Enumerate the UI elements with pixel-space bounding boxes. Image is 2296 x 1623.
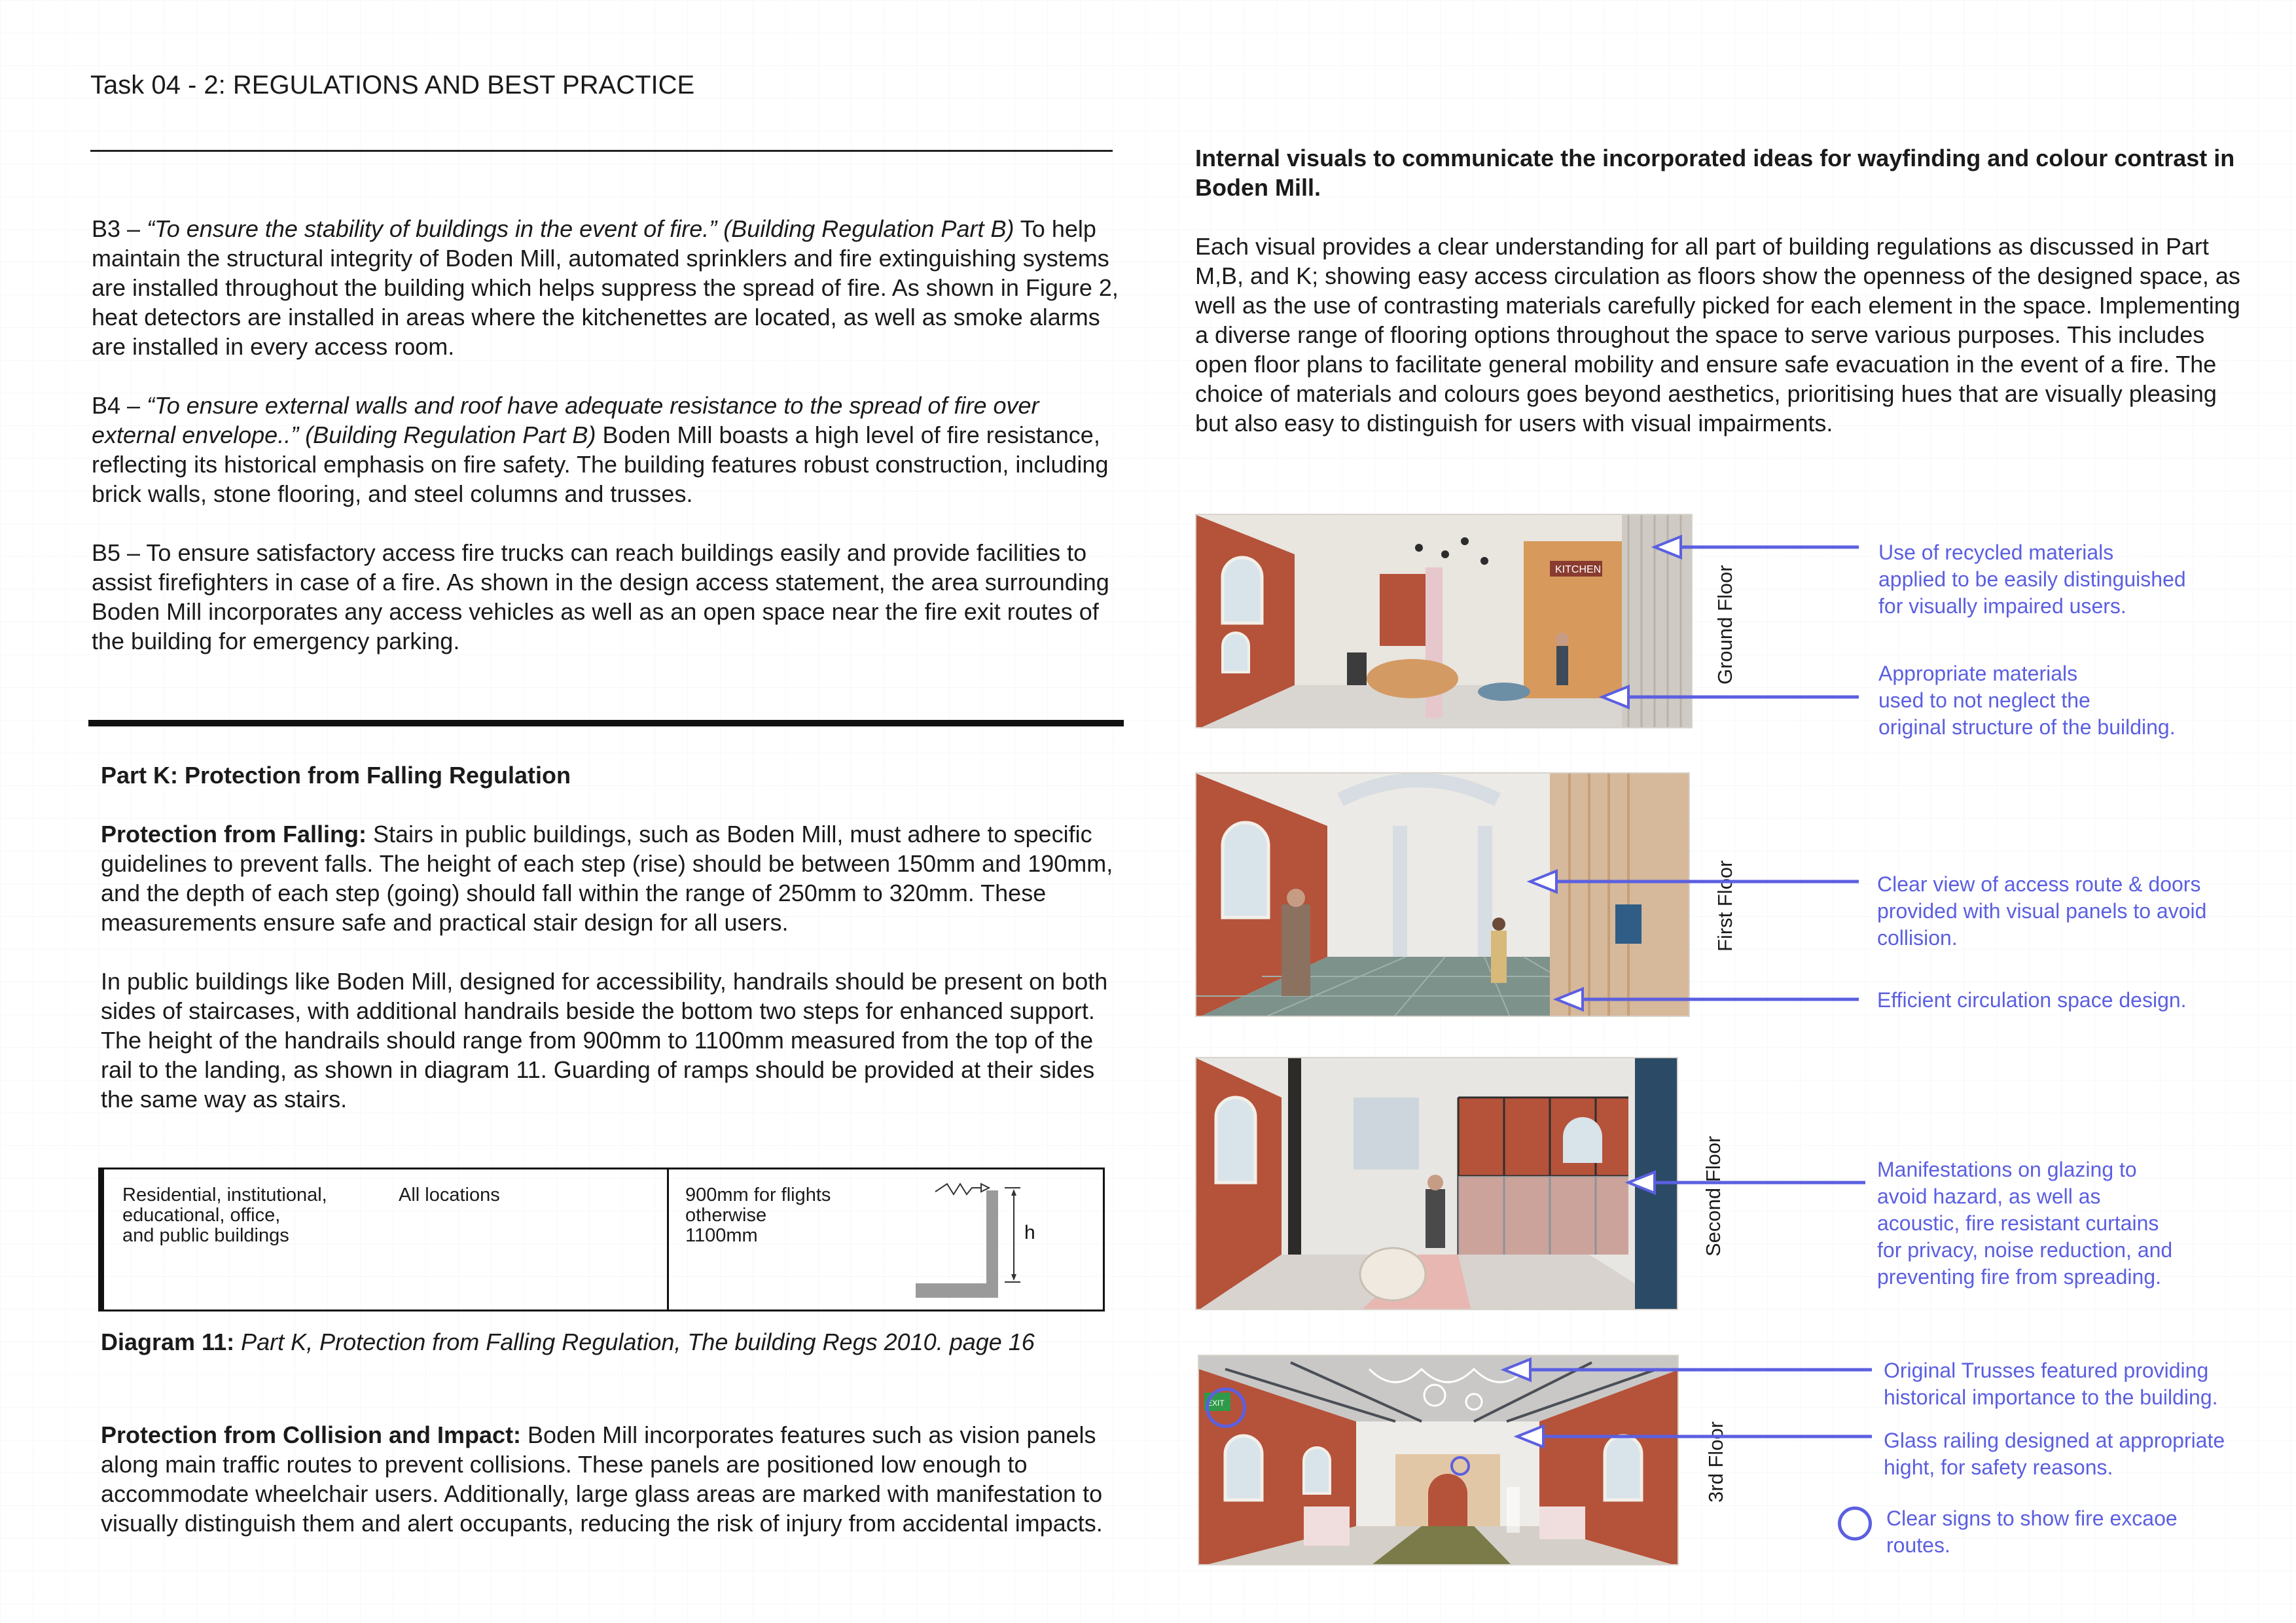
second-floor-render — [1195, 1057, 1678, 1310]
floor-label-third: 3rd Floor — [1704, 1421, 1727, 1503]
b3-quote: “To ensure the stability of buildings in the event of fire.” (Building Regulation Part B) — [147, 215, 1014, 242]
exit-sign: EXIT — [1207, 1399, 1225, 1408]
note-fire-signs: Clear signs to show fire excaoe routes. — [1886, 1507, 2178, 1557]
second-floor-illustration — [1196, 1058, 1678, 1310]
kitchen-sign: KITCHEN — [1555, 564, 1602, 575]
b3-paragraph — [92, 214, 1126, 361]
visuals-description: Each visual provides a clear understanding for all part of building regulations as discussed in Part M,B, and K; showing easy access circulation as floors show the openness of the designed space, as well as the use of contrasting materials carefully picked for each element in the space. Implementing a diverse range of flooring options throughout the space to serve various purposes. This includes open floor plans to facilitate general mobility and ensure safe evacuation in the event of a fire. The choice of materials and colours goes beyond aesthetics, prioritising hues that are visually pleasing but also easy to distinguish for users with visual impairments. — [1195, 233, 2240, 437]
b5-text: To ensure satisfactory access fire trucks can reach buildings easily and provide facilities to assist firefighters in case of a fire. As shown in the design access statement, the area surrounding Boden Mill incorporates any access vehicles as well as an open space near the fire exit routes of the building for emergency parking. — [92, 539, 1109, 654]
dim-label: h — [1024, 1222, 1035, 1243]
third-floor-illustration — [1199, 1356, 1679, 1565]
legend-circle-icon — [1838, 1507, 1872, 1541]
section-divider — [88, 720, 1124, 726]
handrail-diagram — [916, 1179, 1086, 1303]
collision-paragraph — [101, 1420, 1128, 1538]
page-title: Task 04 - 2: REGULATIONS AND BEST PRACTICE — [90, 71, 695, 99]
table-height: 900mm for flights otherwise 1100mm — [685, 1185, 831, 1246]
note-glass-railing: Glass railing designed at appropriate hight, for safety reasons. — [1884, 1429, 2225, 1479]
falling-label: Protection from Falling: — [101, 821, 367, 847]
handrail-paragraph: In public buildings like Boden Mill, designed for accessibility, handrails should be present on both sides of staircases, with additional handrails beside the bottom two steps for enhanced support. The height of the handrails should range from 900mm to 1100mm measured from the top of the rail to the landing, as shown in diagram 11. Guarding of ramps should be provided at their sides the same way as stairs. — [101, 968, 1108, 1113]
b4-text: Boden Mill boasts a high level of fire resistance, reflecting its historical emphasis on fire safety. The building features robust construction, including brick walls, stone flooring, and steel columns and trusses. — [92, 421, 1109, 507]
floor-label-first: First Floor — [1713, 860, 1736, 952]
note-clear-view: Clear view of access route & doors provided with visual panels to avoid collision. — [1877, 872, 2207, 950]
visuals-intro — [1195, 143, 2242, 438]
ground-floor-illustration — [1196, 515, 1693, 728]
b4-code: B4 – — [92, 392, 147, 419]
diagram-caption-text: Part K, Protection from Falling Regulation, The building Regs 2010. page 16 — [234, 1329, 1035, 1355]
diagram-caption — [101, 1329, 1035, 1356]
note-manifestations: Manifestations on glazing to avoid hazard, as well as acoustic, fire resistant curtains for privacy, noise reduction, and preventing fire from spreading. — [1877, 1158, 2173, 1289]
floor-label-second: Second Floor — [1702, 1135, 1725, 1257]
exit-sign-highlight-icon — [1206, 1387, 1246, 1428]
note-appropriate-materials: Appropriate materials used to not neglect the original structure of the building. — [1878, 662, 2176, 739]
collision-label: Protection from Collision and Impact: — [101, 1421, 522, 1448]
falling-text: Stairs in public buildings, such as Boden Mill, must adhere to specific guidelines to prevent falls. The height of each step (rise) should be between 150mm and 190mm, and the depth of each step (going) should fall within the range of 250mm to 320mm. These measurements ensure safe and practical stair design for all users. — [101, 821, 1113, 936]
diagram-caption-label: Diagram 11: — [101, 1329, 235, 1355]
part-k-heading: Part K: Protection from Falling Regulation — [101, 762, 571, 789]
b5-code: B5 – — [92, 539, 147, 566]
note-recycled-materials: Use of recycled materials applied to be easily distinguished for visually impaired users. — [1878, 541, 2186, 618]
b4-quote: “To ensure external walls and roof have adequate resistance to the spread of fire over external envelope..” (Building Regulation Part B) — [92, 392, 1039, 448]
table-divider — [667, 1169, 669, 1310]
table-location: All locations — [399, 1185, 500, 1205]
b5-paragraph — [92, 538, 1126, 656]
regulation-table — [98, 1168, 1105, 1311]
b4-paragraph — [92, 391, 1126, 508]
note-circulation: Efficient circulation space design. — [1877, 988, 2187, 1012]
first-floor-render — [1195, 772, 1690, 1017]
part-b-section — [92, 214, 1126, 656]
collision-text: Boden Mill incorporates features such as vision panels along main traffic routes to prevent collisions. These panels are positioned low enough to accommodate wheelchair users. Additionally, large glass areas are marked with manifestation to visually distinguish them and alert occupants, reducing the risk of injury from accidental impacts. — [101, 1421, 1103, 1537]
first-floor-illustration — [1196, 774, 1690, 1017]
visuals-heading: Internal visuals to communicate the incorporated ideas for wayfinding and colour contrast in Boden Mill. — [1195, 145, 2235, 201]
floor-label-ground: Ground Floor — [1713, 565, 1736, 685]
table-building-type: Residential, institutional, educational, office, and public buildings — [122, 1185, 327, 1246]
part-k-section — [101, 760, 1128, 1114]
third-floor-render — [1198, 1355, 1679, 1565]
b3-text: To help maintain the structural integrity of Boden Mill, automated sprinklers and fire extinguishing systems are installed throughout the building which helps suppress the spread of fire. As shown in Figure 2, heat detectors are installed in areas where the kitchenettes are located, as well as smoke alarms are installed in every access room. — [92, 215, 1119, 360]
sign-highlight-icon — [1450, 1456, 1470, 1476]
divider-line — [90, 150, 1113, 152]
ground-floor-render — [1195, 514, 1693, 728]
falling-paragraph — [101, 819, 1128, 937]
note-trusses: Original Trusses featured providing historical importance to the building. — [1884, 1359, 2218, 1409]
b3-code: B3 – — [92, 215, 147, 242]
